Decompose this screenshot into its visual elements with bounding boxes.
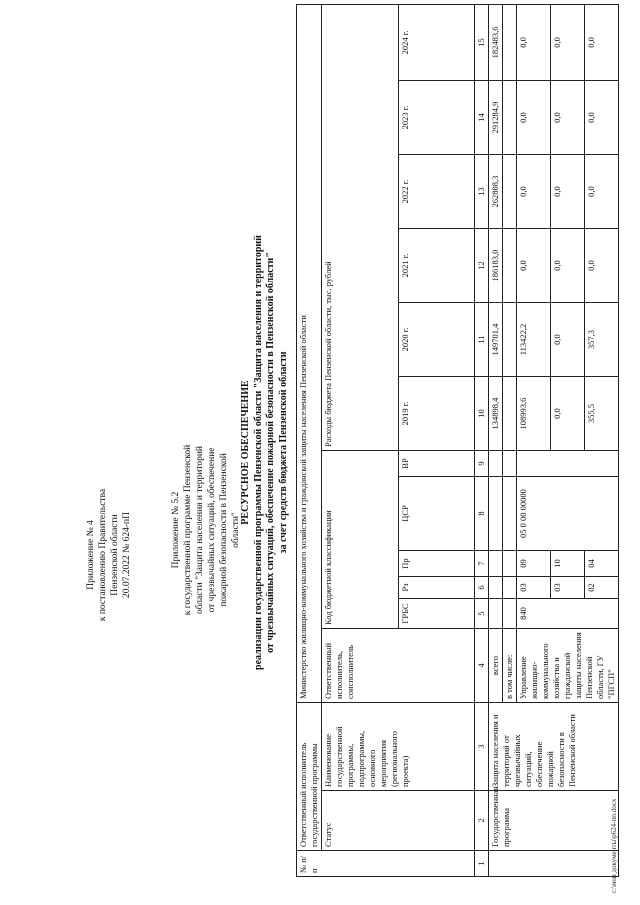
program-name-cell: Защита населения и территорий от чрезвычайных ситуаций, обеспечение пожарной безопасности в Пензенской области (489, 703, 619, 791)
appendix-main-line: к постановлению Правительства (98, 488, 108, 622)
value-cell (503, 81, 517, 155)
header-vr: ВР (398, 451, 475, 477)
header-grbs: ГРБС (398, 599, 475, 629)
appendix-main-block (85, 455, 133, 655)
rz-cell: 02 (585, 577, 619, 599)
header-status: Статус (322, 791, 475, 851)
header-budget-code: Код бюджетной классификации (322, 451, 399, 629)
header-executor: Ответственный исполнитель, соисполнитель (322, 629, 475, 703)
appendix-sub-block (170, 400, 242, 660)
value-cell: 0,0 (551, 4, 585, 80)
header-year: 2022 г. (398, 155, 475, 229)
resource-table (296, 4, 619, 877)
value-cell: 0,0 (551, 155, 585, 229)
column-number: 1 (475, 851, 489, 877)
value-cell (503, 155, 517, 229)
value-cell (503, 377, 517, 451)
rz-cell: 03 (517, 577, 551, 599)
value-cell: 0,0 (585, 81, 619, 155)
executor-cell: всего (489, 629, 503, 703)
appendix-sub-line: области "Защита населения и территорий (195, 445, 205, 615)
value-cell: 0,0 (517, 229, 551, 303)
rz-cell: 03 (551, 577, 585, 599)
value-cell: 357,3 (585, 303, 619, 377)
header-num: № п/п (297, 851, 475, 877)
value-cell: 182483,6 (489, 4, 503, 80)
column-number: 15 (475, 4, 489, 80)
title-line: реализации государственной программы Пензенской области "Защита населения и территорий (252, 235, 264, 670)
header-csr: ЦСР (398, 477, 475, 551)
status-cell: Государственная программа (489, 791, 619, 851)
value-cell: 108993,6 (517, 377, 551, 451)
header-year: 2023 г. (398, 81, 475, 155)
column-number: 9 (475, 451, 489, 477)
value-cell (503, 303, 517, 377)
header-pr: Пр (398, 551, 475, 577)
value-cell: 0,0 (551, 81, 585, 155)
grbs-cell (503, 599, 517, 629)
value-cell: 291284,9 (489, 81, 503, 155)
file-path-footer: c:\мои документы\р624-пп.docx (610, 798, 618, 893)
executor-cell: Управление жилищно-коммунального хозяйства и гражданской защиты населения Пензенской области, ГУ "ПГСП" (517, 629, 619, 703)
value-cell: 262808,3 (489, 155, 503, 229)
executor-cell: в том числе: (503, 629, 517, 703)
title-line: за счет средств бюджета Пензенской области (277, 351, 289, 554)
title-heading: РЕСУРСНОЕ ОБЕСПЕЧЕНИЕ (240, 380, 251, 525)
value-cell: 0,0 (517, 81, 551, 155)
appendix-main-line: Приложение № 4 (86, 520, 96, 590)
column-number: 14 (475, 81, 489, 155)
header-year: 2021 г. (398, 229, 475, 303)
column-number: 2 (475, 791, 489, 851)
header-year: 2020 г. (398, 303, 475, 377)
pr-cell: 10 (551, 551, 585, 577)
header-expenses: Расходы бюджета Пензенской области, тыс. рублей (322, 4, 399, 450)
appendix-sub-line: к государственной программе Пензенской (183, 444, 193, 616)
value-cell (503, 4, 517, 80)
grbs-cell: 840 (517, 599, 619, 629)
appendix-main-line: 20.07.2022 № 624-пП (122, 512, 132, 598)
table-row (489, 4, 503, 876)
vr-cell (489, 451, 503, 477)
column-number: 12 (475, 229, 489, 303)
value-cell: 0,0 (551, 303, 585, 377)
column-number: 5 (475, 599, 489, 629)
value-cell: 0,0 (517, 155, 551, 229)
column-number: 11 (475, 303, 489, 377)
header-row-middle (322, 4, 399, 876)
rz-cell (489, 577, 503, 599)
header-ministry: Министерство жилищно-коммунального хозяйства и гражданской защиты населения Пензенской области (297, 4, 322, 702)
value-cell: 355,5 (585, 377, 619, 451)
header-name: Наименование государственной программы, подпрограммы, основного мероприятия (регионального проекта) (322, 703, 475, 791)
pr-cell: 09 (517, 551, 551, 577)
row-number-cell (489, 851, 619, 877)
column-number: 4 (475, 629, 489, 703)
column-number-row (475, 4, 489, 876)
csr-cell: 05 0 00 00000 (517, 477, 619, 551)
column-number: 13 (475, 155, 489, 229)
column-number: 8 (475, 477, 489, 551)
header-year: 2019 г. (398, 377, 475, 451)
header-year: 2024 г. (398, 4, 475, 80)
column-number: 7 (475, 551, 489, 577)
appendix-sub-line: пожарной безопасности в Пензенской (219, 453, 229, 607)
column-number: 3 (475, 703, 489, 791)
value-cell: 186183,0 (489, 229, 503, 303)
pr-cell (489, 551, 503, 577)
header-rz: Рз (398, 577, 475, 599)
pr-cell (503, 551, 517, 577)
value-cell: 0,0 (551, 377, 585, 451)
grbs-cell (489, 599, 503, 629)
csr-cell (503, 477, 517, 551)
value-cell: 113422,2 (517, 303, 551, 377)
value-cell: 0,0 (517, 4, 551, 80)
appendix-sub-line: от чрезвычайных ситуаций, обеспечение (207, 447, 217, 613)
header-row-top (297, 4, 322, 876)
value-cell: 0,0 (585, 229, 619, 303)
value-cell: 0,0 (585, 4, 619, 80)
column-number: 10 (475, 377, 489, 451)
rz-cell (503, 577, 517, 599)
header-responsible-program: Ответственный исполнитель государственной программы (297, 703, 322, 851)
title-line: от чрезвычайных ситуаций, обеспечение пожарной безопасности в Пензенской области" (265, 252, 276, 653)
csr-cell (489, 477, 503, 551)
appendix-sub-line: области" (231, 512, 241, 548)
document-title (240, 0, 290, 905)
vr-cell (503, 451, 517, 477)
value-cell: 134898,4 (489, 377, 503, 451)
pr-cell: 04 (585, 551, 619, 577)
value-cell: 0,0 (551, 229, 585, 303)
vr-cell (517, 451, 619, 477)
value-cell: 0,0 (585, 155, 619, 229)
value-cell: 149701,4 (489, 303, 503, 377)
value-cell (503, 229, 517, 303)
column-number: 6 (475, 577, 489, 599)
appendix-main-line: Пензенской области (110, 514, 120, 596)
appendix-sub-line: Приложение № 5.2 (171, 491, 181, 569)
